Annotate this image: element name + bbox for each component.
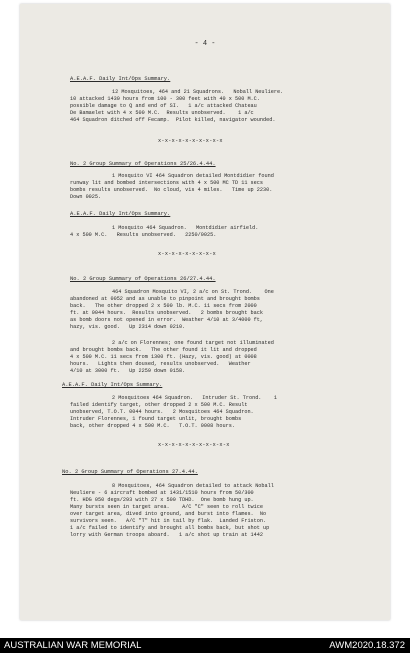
paragraph-line: ft. HDG 050 degs/293 with 27 x 500 TDHD. One bomb hung up. xyxy=(70,497,254,503)
section-heading: A.E.A.F. Daily Int/Ops Summary. xyxy=(70,211,171,217)
paragraph-line: runway lit and bombed intersections with 4 x 500 MC TD 11 secs xyxy=(70,180,264,186)
paragraph-line: 10 attacked 1430 hours from 100 - 300 feet with 40 x 500 M.C. xyxy=(70,96,260,102)
paragraph-line: 4 x 500 M.C. 11 secs from 1300 ft. (Hazy, vis. good) at 0008 xyxy=(70,354,257,360)
section-separator: x-x-x-x-x-x-x-x-x-x-x xyxy=(158,442,230,448)
footer-catalogue-id: AWM2020.18.372 xyxy=(329,640,405,651)
paragraph-line: hazy, vis. good. Up 2314 down 0210. xyxy=(70,324,186,330)
paragraph-line: abandoned at 0052 and as unable to pinpoint and brought bombs xyxy=(70,296,260,302)
document-page xyxy=(20,4,390,620)
paragraph-line: 1 Mosquito 464 Squadron. Montdidier airfield. xyxy=(112,225,259,231)
section-heading: No. 2 Group Summary of Operations 27.4.44. xyxy=(62,469,198,475)
section-separator: x-x-x-x-x-x-x-x-x xyxy=(158,251,217,257)
paragraph-line: Many bursts seen in target area. A/C "C" seen to roll twice xyxy=(70,504,264,510)
paragraph-line: 4/10 at 3000 ft. Up 2259 down 0158. xyxy=(70,368,186,374)
paragraph-line: 8 Mosquitoes, 464 Squadron detailed to attack Noball xyxy=(112,483,274,489)
paragraph-line: as bomb doors not opened in error. Weather 4/10 at 3/4000 ft, xyxy=(70,317,264,323)
archive-footer-bar xyxy=(0,638,410,653)
paragraph-line: lorry with German troops aboard. 1 a/c shot up train at 1442 xyxy=(70,532,264,538)
paragraph-line: survivors seen. A/C "T" hit in tail by flak. Landed Friston. xyxy=(70,518,267,524)
paragraph-line: failed identify target, other dropped 2 x 500 M.C. Result xyxy=(70,402,248,408)
document-body xyxy=(20,4,390,620)
page-number: - 4 - xyxy=(194,40,216,48)
paragraph-line: 2 a/c on Florennes; one found target not illuminated xyxy=(112,340,274,346)
paragraph-line: and brought bombs back. The other found it lit and dropped xyxy=(70,347,257,353)
paragraph-line: 1 Mosquito VI 464 Squadron detailed Montdidier found xyxy=(112,173,274,179)
paragraph-line: 2 Mosquitoes 464 Squadron. Intruder St. Trond. 1 xyxy=(112,395,277,401)
paragraph-line: possible damage to Q and end of SI. 1 a/c attacked Chateau xyxy=(70,103,257,109)
paragraph-line: 464 Squadron ditched off Fecamp. Pilot killed, navigator wounded. xyxy=(70,117,276,123)
section-heading: No. 2 Group Summary of Operations 26/27.4.44. xyxy=(70,276,216,282)
paragraph-line: hours. Lights then doused, results unobserved. Weather xyxy=(70,361,251,367)
paragraph-line: over target area, dived into ground, and burst into flames. No xyxy=(70,511,267,517)
footer-institution: AUSTRALIAN WAR MEMORIAL xyxy=(4,640,142,651)
section-heading: A.E.A.F. Daily Int/Ops Summary. xyxy=(62,382,163,388)
paragraph-line: 464 Squadron Mosquito VI, 2 a/c on St. Trond. One xyxy=(112,289,274,295)
section-heading: A.E.A.F. Daily Int/Ops Summary. xyxy=(70,76,171,82)
paragraph-line: Neuliere - 6 aircraft bombed at 1431/1510 hours from 50/300 xyxy=(70,490,254,496)
paragraph-line: unobserved, T.O.T. 0044 hours. 2 Mosquitoes 464 Squadron. xyxy=(70,409,254,415)
paragraph-line: back, other dropped 4 x 500 M.C. T.O.T. 0008 hours. xyxy=(70,423,235,429)
paragraph-line: De Bamaelet with 4 x 500 M.C. Results unobserved. 1 a/c xyxy=(70,110,254,116)
paragraph-line: ft. at 0044 hours. Results unobserved. 2 bombs brought back xyxy=(70,310,264,316)
paragraph-line: 4 x 500 M.C. Results unobserved. 2250/0025. xyxy=(70,232,217,238)
paragraph-line: 1 a/c failed to identify and brought all bombs back, but shot up xyxy=(70,525,270,531)
paragraph-line: Intruder Florennes, 1 found target unlit, brought bombs xyxy=(70,416,242,422)
paragraph-line: 12 Mosquitoes, 464 and 21 Squadrons. Noball Neuliere. xyxy=(112,89,284,95)
paragraph-line: back. The other dropped 2 x 500 lb. M.C. 11 secs from 2000 xyxy=(70,303,257,309)
section-heading: No. 2 Group Summary of Operations 25/26.4.44. xyxy=(70,161,216,167)
section-separator: x-x-x-x-x-x-x-x-x-x xyxy=(158,138,223,144)
paragraph-line: Down 0025. xyxy=(70,194,102,200)
paragraph-line: bombs results unobserved. No cloud, vis 4 miles. Time up 2230. xyxy=(70,187,273,193)
